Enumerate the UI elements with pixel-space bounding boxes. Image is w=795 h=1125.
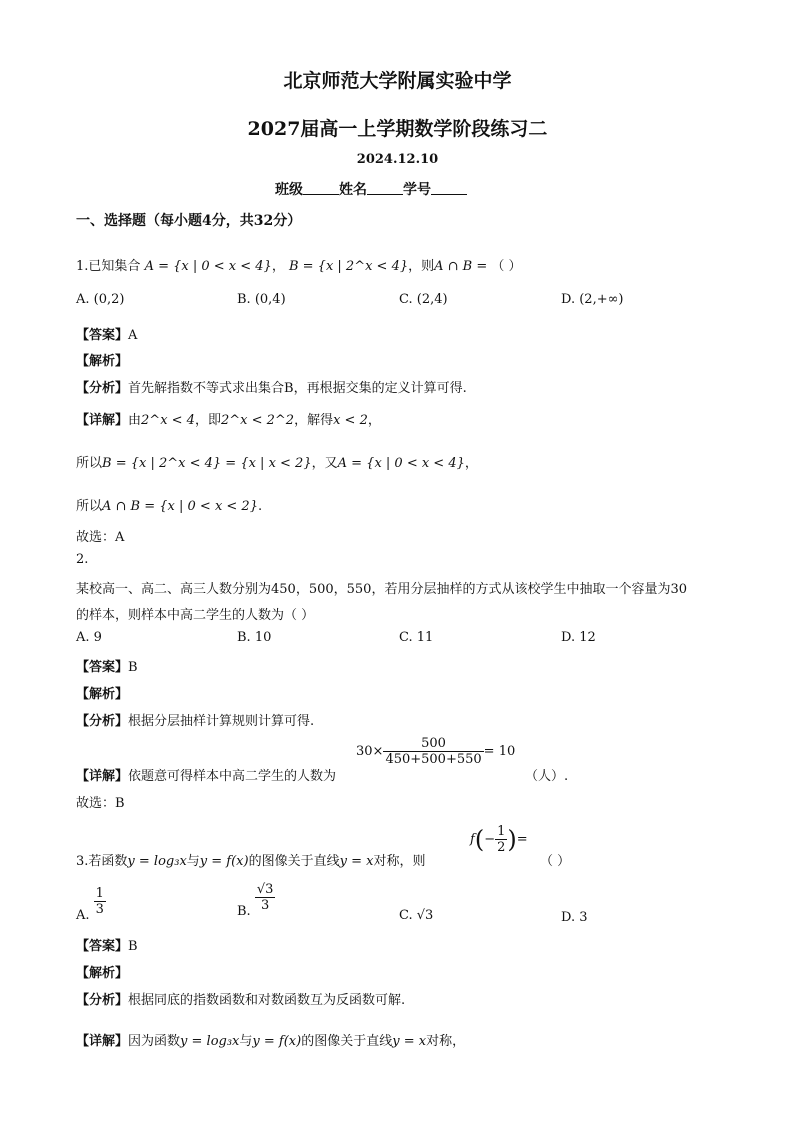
q2-equation (356, 736, 515, 767)
detail-text: 依题意可得样本中高二学生的人数为 (128, 769, 337, 784)
eq-lead: 30× (356, 744, 384, 759)
paren-close: ) (507, 825, 517, 854)
option-value: 11 (416, 630, 434, 645)
option-fraction (255, 882, 276, 913)
q3-mid: 的图像关于直线 (248, 854, 340, 869)
q2-detail (76, 765, 336, 784)
id-blank (431, 182, 467, 195)
answer-value: B (128, 939, 138, 954)
class-label: 班级 (275, 182, 303, 198)
q1-number: 1. (76, 259, 89, 274)
xiangjie-tag: 【详解】 (76, 769, 129, 784)
q3-func2: y = f(x) (199, 854, 249, 869)
option-value: (0,2) (93, 292, 125, 307)
q1-set-b: B = {x | 2^x < 4} (288, 259, 409, 274)
name-blank (367, 182, 403, 195)
exam-date: 2024.12.10 (356, 152, 439, 167)
q1-detail-line2 (76, 452, 478, 471)
q3-option-a (76, 886, 106, 923)
q3-post: 对称，则 (373, 854, 426, 869)
q2-unit: （人）. (525, 769, 569, 784)
q2-stem-line1: 某校高一、高二、高三人数分别为450，500，550，若用分层抽样的方式从该校学生中抽取一个容量为30 (76, 582, 687, 597)
detail-math: A = {x | 0 < x < 4} (337, 456, 465, 471)
q3-target-f: f (470, 832, 475, 847)
option-value: 9 (93, 630, 102, 645)
answer-tag: 【答案】 (76, 939, 129, 954)
q1-stem: 1.已知集合 A = {x | 0 < x < 4}， B = {x | 2^x < 4}，则A ∩ B = （ ） (76, 259, 522, 274)
detail-math: x < 2 (333, 413, 368, 428)
guxuan-text: 故选： (76, 530, 116, 545)
suoyi-text: 所以 (76, 456, 103, 471)
q3-stem (76, 850, 425, 869)
q2-option-b (237, 630, 271, 645)
eq-fraction (383, 736, 483, 767)
fenxi-tag: 【分析】 (76, 993, 129, 1008)
frac-denominator: 3 (95, 902, 104, 917)
fenxi-tag: 【分析】 (76, 381, 129, 396)
q2-answer (76, 656, 138, 675)
q1-final (76, 526, 124, 545)
q1-detail-line3 (76, 495, 262, 514)
detail-text: 的图像关于直线 (301, 1034, 393, 1049)
option-letter: B. (237, 292, 251, 307)
detail-text: 与 (239, 1034, 253, 1049)
detail-math: y = log₃x (180, 1034, 240, 1049)
q3-target (470, 824, 528, 855)
guxuan-text: 故选： (76, 796, 116, 811)
q3-target-fraction (495, 824, 507, 855)
frac-numerator: 1 (497, 824, 506, 839)
xiangjie-tag: 【详解】 (76, 1034, 129, 1049)
q3-answer (76, 935, 138, 954)
detail-text: ，即 (194, 413, 221, 428)
option-letter: D. (561, 910, 576, 925)
eq-numerator: 500 (383, 736, 483, 752)
q1-option-d (561, 292, 624, 307)
student-info-line (275, 179, 467, 199)
option-value: (0,4) (254, 292, 286, 307)
q1-stem-post: ，则 (408, 259, 435, 274)
q1-set-a: A = {x | 0 < x < 4} (144, 259, 272, 274)
q1-option-a (76, 292, 125, 307)
q2-analysis-tag: 【解析】 (76, 687, 129, 702)
q1-option-b (237, 292, 286, 307)
q3-target-eq: = (516, 832, 528, 847)
frac-numerator: 1 (95, 886, 104, 901)
option-letter: D. (561, 630, 576, 645)
frac-denominator: 2 (497, 840, 506, 855)
suoyi-text: 所以 (76, 499, 103, 514)
detail-math: B = {x | 2^x < 4} = {x | x < 2} (102, 456, 312, 471)
q3-analysis-tag: 【解析】 (76, 966, 129, 981)
detail-text: ， (367, 413, 381, 428)
q3-detail (76, 1030, 465, 1049)
detail-text: 对称， (426, 1034, 466, 1049)
option-value: 10 (254, 630, 272, 645)
eq-result: = 10 (483, 744, 516, 759)
detail-text: ， (464, 456, 478, 471)
q1-fenxi (76, 377, 467, 396)
frac-denominator: 3 (260, 898, 270, 913)
q2-number: 2. (76, 552, 89, 567)
q3-stem-pre: 若函数 (88, 854, 128, 869)
q1-paren: （ ） (491, 259, 522, 274)
detail-math: A ∩ B = {x | 0 < x < 2} (102, 499, 258, 514)
detail-text: . (257, 499, 263, 514)
option-fraction (94, 886, 106, 917)
option-letter: D. (561, 292, 576, 307)
section-title: 一、选择题（每小题4分，共32分） (76, 213, 302, 229)
option-letter: A. (76, 908, 90, 923)
option-value: 3 (579, 910, 588, 925)
detail-math: y = f(x) (252, 1034, 302, 1049)
q2-option-a (76, 630, 102, 645)
q2-option-c (399, 630, 433, 645)
option-letter: A. (76, 630, 90, 645)
q2-final (76, 792, 125, 811)
q3-option-c (399, 908, 433, 923)
q1-analysis-tag: 【解析】 (76, 354, 129, 369)
q1-target: A ∩ B = (434, 259, 488, 274)
detail-text: 由 (128, 413, 142, 428)
school-title: 北京师范大学附属实验中学 (283, 70, 512, 92)
fenxi-tag: 【分析】 (76, 714, 129, 729)
answer-value: B (128, 660, 138, 675)
q3-option-d (561, 910, 588, 925)
option-value: 12 (579, 630, 596, 645)
q3-option-b (237, 882, 275, 919)
answer-value: A (128, 328, 138, 343)
q1-detail-line1 (76, 409, 381, 428)
q3-fenxi (76, 989, 405, 1008)
answer-tag: 【答案】 (76, 660, 129, 675)
q3-number: 3. (76, 854, 89, 869)
yin-text: 因为函数 (128, 1034, 181, 1049)
fenxi-text: 根据分层抽样计算规则计算可得. (128, 714, 315, 729)
option-letter: C. (399, 630, 413, 645)
q2-stem-line2: 的样本，则样本中高二学生的人数为（ ） (76, 608, 315, 623)
class-blank (303, 182, 339, 195)
detail-math: 2^x < 4 (141, 413, 195, 428)
q2-option-d (561, 630, 596, 645)
option-value: (2,4) (416, 292, 448, 307)
q3-paren: （ ） (540, 854, 571, 869)
paren-open: ( (474, 825, 485, 854)
frac-numerator: √3 (256, 882, 274, 897)
id-label: 学号 (403, 182, 431, 198)
q1-option-c (399, 292, 448, 307)
exam-title: 2027届高一上学期数学阶段练习二 (247, 118, 548, 140)
option-letter: C. (399, 908, 413, 923)
answer-tag: 【答案】 (76, 328, 129, 343)
detail-text: ，解得 (294, 413, 334, 428)
final-answer: B (115, 796, 125, 811)
fenxi-text: 根据同底的指数函数和对数函数互为反函数可解. (128, 993, 406, 1008)
final-answer: A (115, 530, 125, 545)
name-label: 姓名 (339, 182, 367, 198)
detail-math: 2^x < 2^2 (220, 413, 295, 428)
q3-with: 与 (186, 854, 200, 869)
q3-func1: y = log₃x (127, 854, 187, 869)
option-value: (2,+∞) (579, 292, 624, 307)
q2-fenxi (76, 710, 314, 729)
q1-stem-pre: 已知集合 (88, 259, 141, 274)
option-letter: A. (76, 292, 90, 307)
q3-line: y = x (339, 854, 374, 869)
minus-sign: − (484, 832, 496, 847)
eq-denominator: 450+500+550 (385, 752, 482, 767)
option-value: √3 (416, 908, 434, 923)
q1-answer (76, 324, 137, 343)
you-text: ，又 (311, 456, 338, 471)
xiangjie-tag: 【详解】 (76, 413, 129, 428)
option-letter: B. (237, 904, 251, 919)
option-letter: C. (399, 292, 413, 307)
detail-math: y = x (392, 1034, 427, 1049)
fenxi-text: 首先解指数不等式求出集合B，再根据交集的定义计算可得. (128, 381, 467, 396)
option-letter: B. (237, 630, 251, 645)
